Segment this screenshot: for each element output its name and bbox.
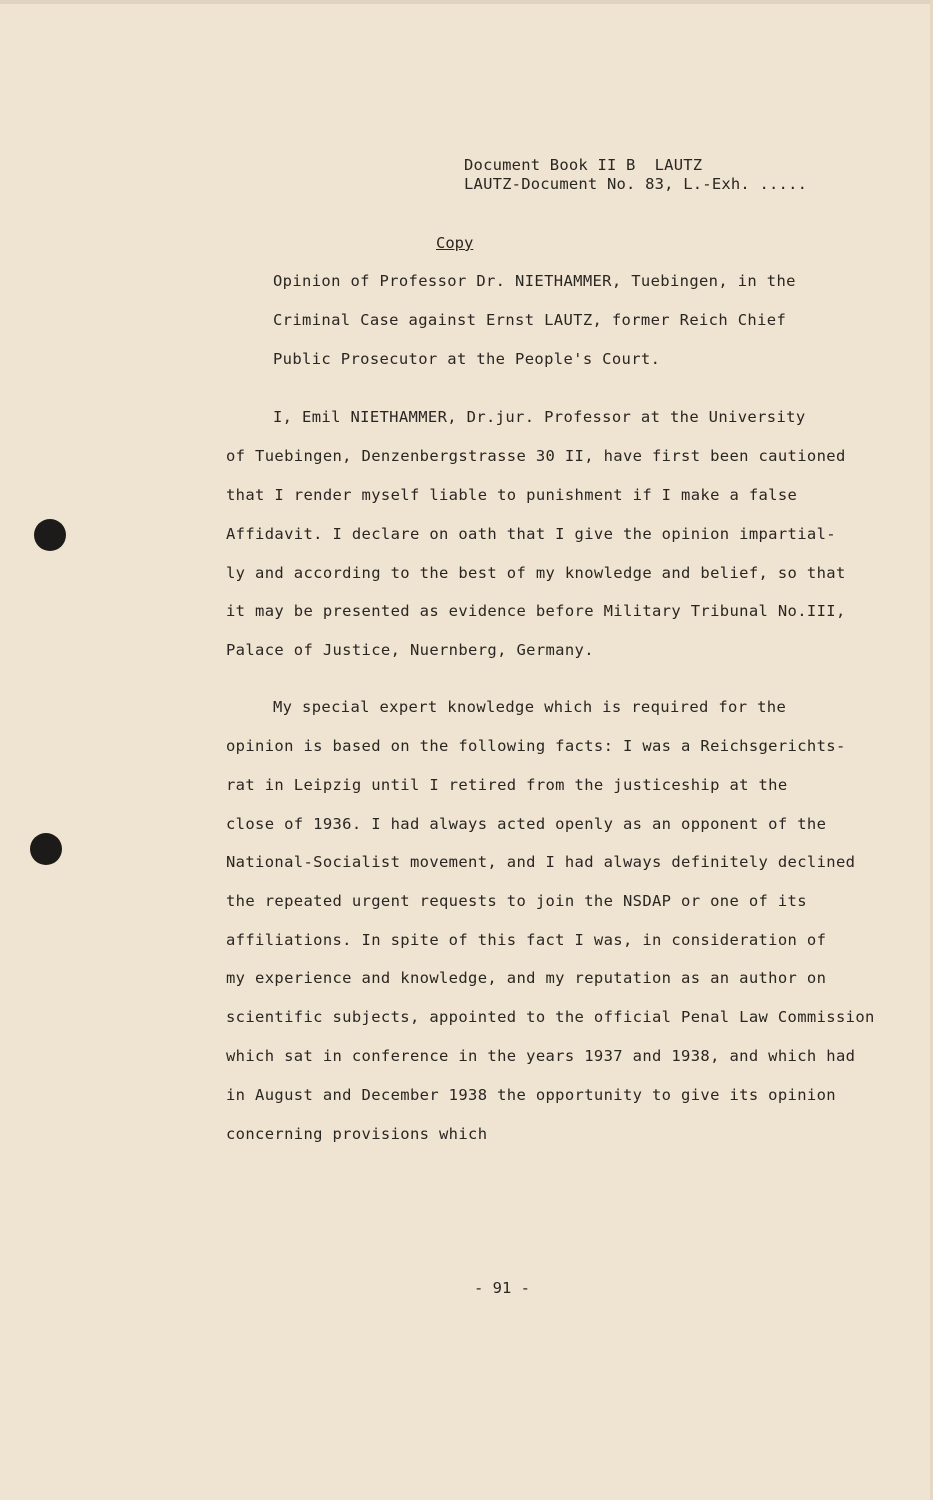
affidavit-line: Affidavit. I declare on oath that I give the opinion impartial- xyxy=(226,525,836,543)
expertise-line: which sat in conference in the years 1937 and 1938, and which had xyxy=(226,1047,856,1065)
expertise-line: my experience and knowledge, and my reputation as an author on xyxy=(226,969,827,987)
expertise-line: affiliations. In spite of this fact I was, in consideration of xyxy=(226,931,827,949)
expertise-line: National-Socialist movement, and I had always definitely declined xyxy=(226,853,856,871)
affidavit-line: I, Emil NIETHAMMER, Dr.jur. Professor at the University xyxy=(273,408,806,426)
title-line: Criminal Case against Ernst LAUTZ, former Reich Chief xyxy=(273,311,787,329)
page-top-edge xyxy=(0,0,933,4)
expertise-line: close of 1936. I had always acted openly as an opponent of the xyxy=(226,815,827,833)
affidavit-line: it may be presented as evidence before Military Tribunal No.III, xyxy=(226,602,846,620)
affidavit-line: Palace of Justice, Nuernberg, Germany. xyxy=(226,641,594,659)
affidavit-line: that I render myself liable to punishment if I make a false xyxy=(226,486,798,504)
affidavit-line: ly and according to the best of my knowledge and belief, so that xyxy=(226,564,846,582)
document-number-reference: LAUTZ-Document No. 83, L.-Exh. ..... xyxy=(464,175,808,193)
expertise-line: opinion is based on the following facts: I was a Reichsgerichts- xyxy=(226,737,846,755)
title-line: Opinion of Professor Dr. NIETHAMMER, Tuebingen, in the xyxy=(273,272,796,290)
document-book-reference: Document Book II B LAUTZ xyxy=(464,156,703,174)
punch-hole-upper xyxy=(34,519,66,551)
expertise-line: rat in Leipzig until I retired from the justiceship at the xyxy=(226,776,788,794)
copy-heading: Copy xyxy=(436,234,474,252)
expertise-line: concerning provisions which xyxy=(226,1125,488,1143)
expertise-line: in August and December 1938 the opportunity to give its opinion xyxy=(226,1086,836,1104)
expertise-line: scientific subjects, appointed to the official Penal Law Commission xyxy=(226,1008,875,1026)
punch-hole-lower xyxy=(30,833,62,865)
expertise-line: My special expert knowledge which is required for the xyxy=(273,698,787,716)
title-line: Public Prosecutor at the People's Court. xyxy=(273,350,661,368)
affidavit-line: of Tuebingen, Denzenbergstrasse 30 II, have first been cautioned xyxy=(226,447,846,465)
page-number: - 91 - xyxy=(474,1279,530,1297)
expertise-line: the repeated urgent requests to join the NSDAP or one of its xyxy=(226,892,807,910)
